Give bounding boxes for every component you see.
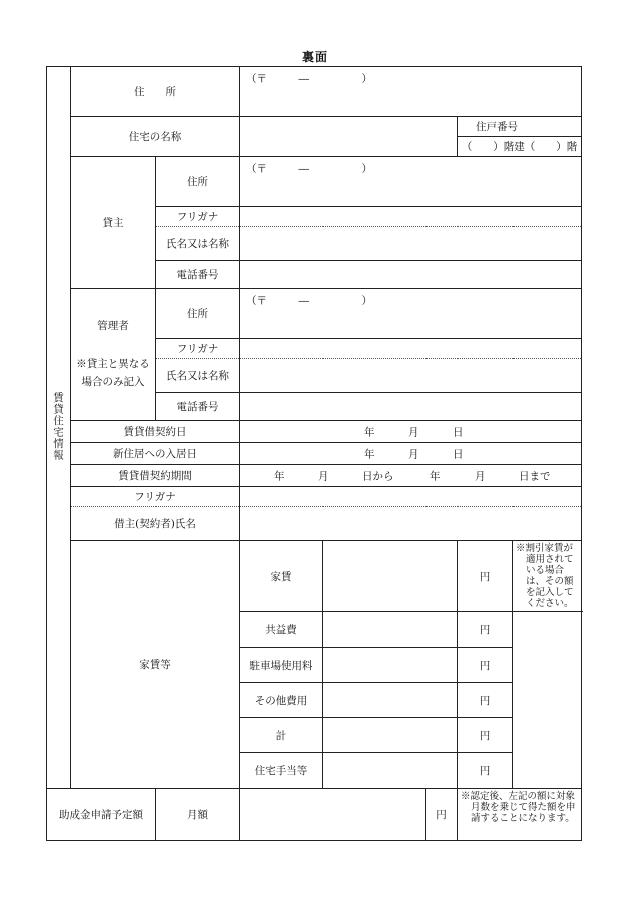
subsidy-label: 助成金申請予定額	[47, 789, 156, 841]
rent-amount-field[interactable]	[323, 541, 458, 612]
tenant-name-field[interactable]	[240, 507, 582, 541]
subsidy-note: ※認定後、左記の額に対象月数を乗じて得た額を申請することになります。	[458, 789, 582, 841]
common-fee-field[interactable]	[323, 612, 458, 648]
contract-period-field[interactable]: 年 月 日から 年 月 日まで	[240, 465, 582, 487]
manager-furigana-label: フリガナ	[156, 339, 240, 359]
manager-postal-prefix: （〒 ― ）	[246, 295, 372, 307]
manager-phone-label: 電話番号	[156, 393, 240, 421]
manager-label: 管理者	[97, 320, 129, 332]
manager-furigana-field[interactable]	[240, 339, 582, 359]
tenant-furigana-label: フリガナ	[71, 487, 240, 507]
rent-group-label: 家賃等	[71, 541, 240, 789]
monthly-label: 月額	[156, 789, 240, 841]
manager-note: ※貸主と異なる場合のみ記入	[76, 358, 150, 388]
total-label: 計	[240, 718, 323, 753]
move-in-date-field[interactable]: 年 月 日	[240, 443, 582, 465]
rent-item-label: 家賃	[240, 541, 323, 612]
page-title: 裏面	[301, 50, 328, 64]
landlord-name-label: 氏名又は名称	[156, 227, 240, 261]
manager-address-label: 住所	[156, 289, 240, 339]
other-fee-field[interactable]	[323, 683, 458, 718]
yen-unit: 円	[458, 648, 513, 683]
manager-name-field[interactable]	[240, 359, 582, 393]
common-fee-label: 共益費	[240, 612, 323, 648]
landlord-address-label: 住所	[156, 157, 240, 207]
other-fee-label: その他費用	[240, 683, 323, 718]
move-in-date-label: 新住居への入居日	[71, 443, 240, 465]
landlord-address-field[interactable]	[240, 157, 582, 207]
rent-note: ※割引家賃が適用されている場合は、その額を記入してください。	[513, 541, 582, 612]
contract-period-label: 賃貸借契約期間	[71, 465, 240, 487]
parking-fee-field[interactable]	[323, 648, 458, 683]
yen-unit: 円	[458, 541, 513, 612]
unit-number-label: 住戸番号	[458, 117, 582, 137]
housing-allowance-label: 住宅手当等	[240, 753, 323, 789]
landlord-phone-field[interactable]	[240, 261, 582, 289]
yen-unit: 円	[458, 753, 513, 789]
landlord-phone-label: 電話番号	[156, 261, 240, 289]
contract-date-label: 賃貸借契約日	[71, 421, 240, 443]
address-label: 住 所	[71, 67, 240, 117]
house-name-label: 住宅の名称	[71, 117, 240, 157]
section-label: 賃貸住宅情報	[47, 67, 71, 789]
yen-unit: 円	[426, 789, 458, 841]
tenant-name-label: 借主(契約者)氏名	[71, 507, 240, 541]
landlord-furigana-label: フリガナ	[156, 207, 240, 227]
floor-field[interactable]: （ ）階建（ ）階	[458, 137, 582, 157]
address-field[interactable]	[240, 67, 582, 117]
tenant-furigana-field[interactable]	[240, 487, 582, 507]
landlord-furigana-field[interactable]	[240, 207, 582, 227]
manager-address-field[interactable]	[240, 289, 582, 339]
landlord-name-field[interactable]	[240, 227, 582, 261]
manager-label-cell	[71, 289, 156, 421]
landlord-postal-prefix: （〒 ― ）	[246, 163, 372, 175]
yen-unit: 円	[458, 612, 513, 648]
parking-fee-label: 駐車場使用料	[240, 648, 323, 683]
rent-note-blank	[513, 612, 582, 789]
manager-phone-field[interactable]	[240, 393, 582, 421]
house-name-field[interactable]	[240, 117, 458, 157]
yen-unit: 円	[458, 683, 513, 718]
housing-allowance-field[interactable]	[323, 753, 458, 789]
postal-prefix: （〒 ― ）	[246, 73, 372, 85]
yen-unit: 円	[458, 718, 513, 753]
subsidy-amount-field[interactable]	[240, 789, 426, 841]
total-field[interactable]	[323, 718, 458, 753]
manager-name-label: 氏名又は名称	[156, 359, 240, 393]
landlord-label: 貸主	[71, 157, 156, 289]
contract-date-field[interactable]: 年 月 日	[240, 421, 582, 443]
rental-housing-info-table	[46, 66, 582, 841]
